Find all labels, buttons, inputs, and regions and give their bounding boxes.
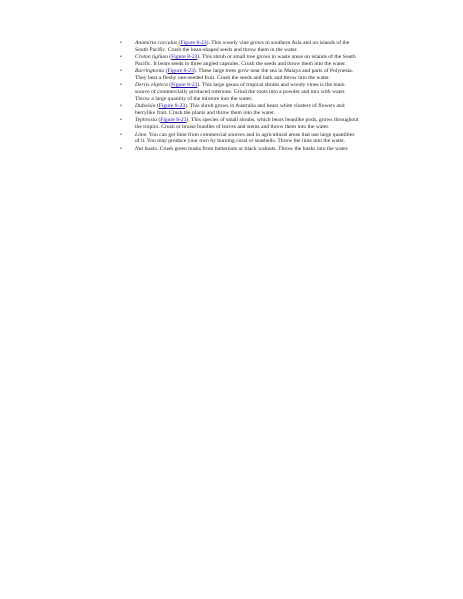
entry-text: Crush green husks from butternuts or black walnuts. Throw the husks into the water. [158,145,349,152]
list-item [120,54,360,68]
bullet-icon: • [120,82,122,89]
paren-open: ( [164,68,168,75]
entry-text: You can get lime from commercial sources and in agricultural areas that use large quantities of it. You may produce your own by burning coral or seashells. Throw the lime into the water. [135,131,355,145]
plant-list [120,40,360,153]
entry-text: ). This shrub grows in Australia and bears white clusters of flowers and berrylike fruit. Crush the plants and throw them into the water. [135,103,345,117]
bullet-icon: • [120,40,122,46]
paren-open: ( [155,103,159,110]
list-item [120,132,360,146]
list-item [120,40,360,54]
plant-name: Anamirta cocculus [135,40,178,46]
figure-link[interactable]: Figure 8-23 [171,54,198,61]
plant-name: Duboisia [135,103,156,110]
paren-open: ( [167,82,172,89]
paren-open: ( [156,117,161,124]
item-name: Nut husks. [135,145,159,152]
plant-name: Barringtonia [135,68,165,75]
list-item [120,68,360,82]
figure-link[interactable]: Figure 8-23 [160,117,187,124]
entry-text: ). This shrub or small tree grows in waste areas on islands of the South Pacific. It bears seeds in three angled capsules. Crush the seeds and throw them into the water. [135,54,356,68]
bullet-icon: • [120,131,122,138]
bullet-icon: • [120,117,122,124]
entry-text: ). These large trees grow near the sea in Malaya and parts of Polynesia. They bear a fleshy one-seeded fruit. Crush the seeds and bark and throw into the water. [135,68,354,82]
paren-open: ( [177,40,181,46]
bullet-icon: • [120,54,122,61]
bullet-icon: • [120,68,122,75]
figure-link[interactable]: Figure 8-23 [158,103,186,110]
list-item [120,103,360,117]
entry-text: ). This large genus of tropical shrubs and woody vines is the main source of commercially produced rotenone. Grind the roots into a powder and mix with water. Throw a large quantity of the mixture into the water. [135,82,346,103]
item-name: Lime. [135,131,148,138]
plant-name: Tephrosia [135,117,157,124]
entry-text: ). This species of small shrubs, which bears beanlike pods, grows throughout the tropics. Crush or bruise bundles of leaves and stems and throw them into the water. [135,117,359,131]
entry-text: ). This woody vine grows in southern Asia and on islands of the South Pacific. Crush the bean-shaped seeds and throw them in the water. [135,40,350,53]
list-item [120,146,360,153]
bullet-icon: • [120,145,122,152]
plant-name: Derris eliptica [135,82,168,89]
document-body [120,40,360,153]
figure-link[interactable]: Figure 8-23 [180,40,207,46]
bullet-icon: • [120,103,122,110]
figure-link[interactable]: Figure 8-23 [171,82,198,89]
list-item [120,117,360,131]
list-item [120,82,360,103]
paren-open: ( [167,54,172,61]
plant-name: Croton tiglium [135,54,168,61]
figure-link[interactable]: Figure 8-23 [167,68,194,75]
